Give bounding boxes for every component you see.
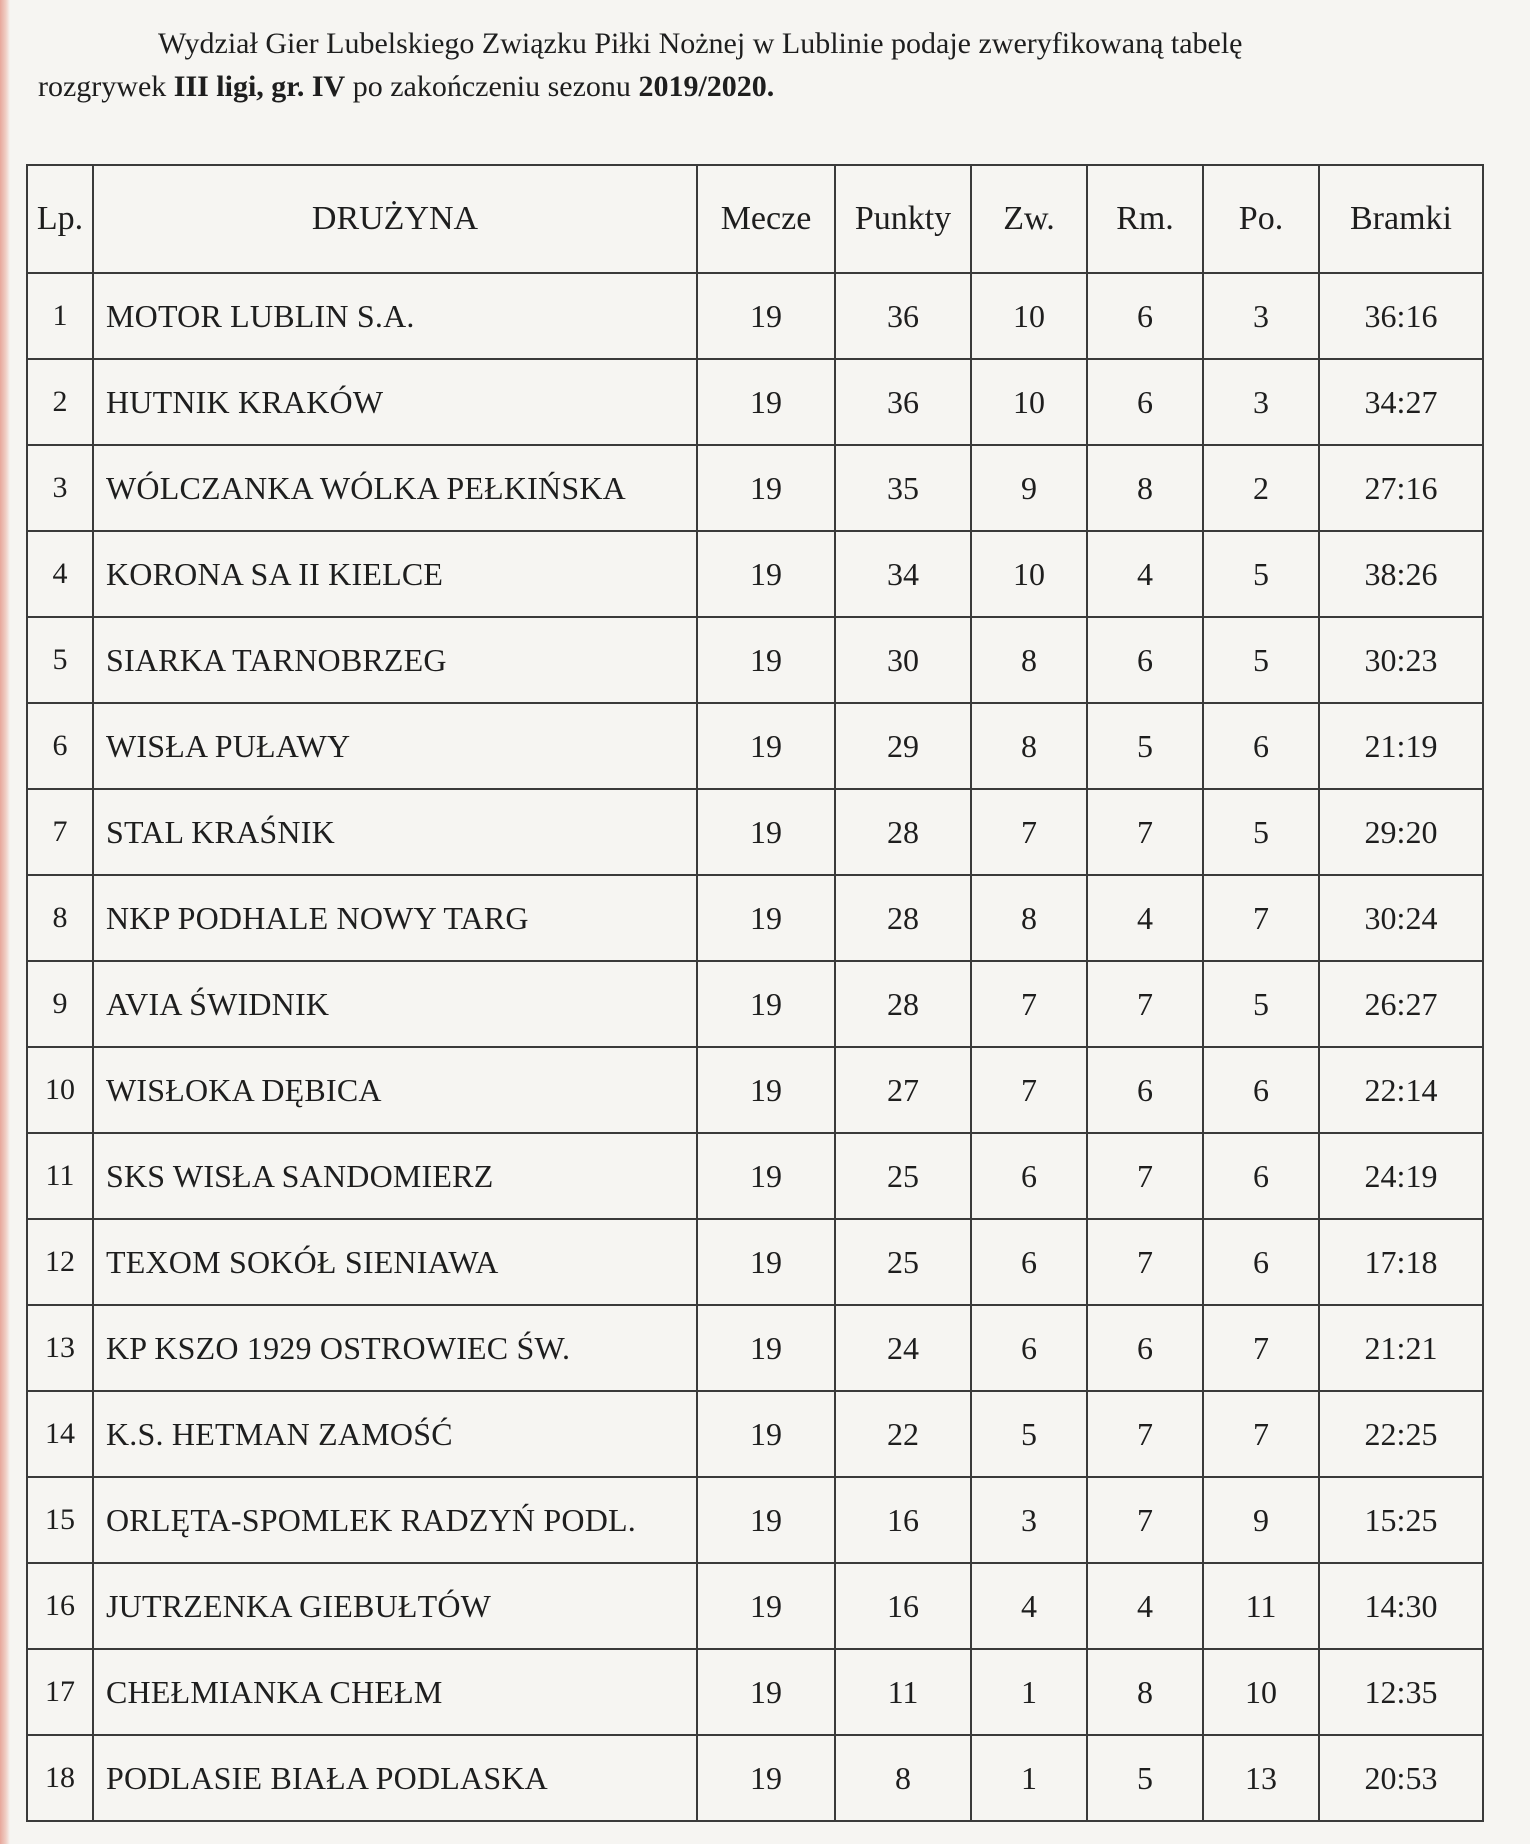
cell-team: CHEŁMIANKA CHEŁM <box>93 1649 697 1735</box>
cell-bramki: 27:16 <box>1319 445 1483 531</box>
cell-punkty: 27 <box>835 1047 971 1133</box>
cell-lp: 10 <box>27 1047 93 1133</box>
cell-zw: 8 <box>971 875 1087 961</box>
cell-punkty: 16 <box>835 1477 971 1563</box>
cell-punkty: 11 <box>835 1649 971 1735</box>
cell-po: 7 <box>1203 1305 1319 1391</box>
cell-mecze: 19 <box>697 1305 835 1391</box>
cell-zw: 9 <box>971 445 1087 531</box>
cell-zw: 8 <box>971 703 1087 789</box>
cell-mecze: 19 <box>697 1563 835 1649</box>
cell-zw: 8 <box>971 617 1087 703</box>
cell-punkty: 25 <box>835 1219 971 1305</box>
season: 2019/2020. <box>638 70 775 103</box>
cell-zw: 7 <box>971 1047 1087 1133</box>
cell-punkty: 28 <box>835 875 971 961</box>
table-row <box>27 1047 1483 1133</box>
cell-lp: 15 <box>27 1477 93 1563</box>
cell-zw: 3 <box>971 1477 1087 1563</box>
table-row <box>27 617 1483 703</box>
cell-punkty: 35 <box>835 445 971 531</box>
cell-zw: 1 <box>971 1735 1087 1821</box>
header-zw: Zw. <box>971 165 1087 273</box>
cell-bramki: 26:27 <box>1319 961 1483 1047</box>
cell-punkty: 28 <box>835 789 971 875</box>
cell-rm: 4 <box>1087 875 1203 961</box>
cell-team: STAL KRAŚNIK <box>93 789 697 875</box>
cell-lp: 5 <box>27 617 93 703</box>
cell-zw: 5 <box>971 1391 1087 1477</box>
cell-punkty: 30 <box>835 617 971 703</box>
intro-middle: po zakończeniu sezonu <box>352 70 631 103</box>
cell-mecze: 19 <box>697 1047 835 1133</box>
intro-line-1: Wydział Gier Lubelskiego Związku Piłki Nożnej w Lublinie podaje zweryfikowaną tabelę <box>158 27 1243 60</box>
cell-rm: 8 <box>1087 1649 1203 1735</box>
cell-bramki: 24:19 <box>1319 1133 1483 1219</box>
cell-mecze: 19 <box>697 445 835 531</box>
cell-team: HUTNIK KRAKÓW <box>93 359 697 445</box>
table-row <box>27 1563 1483 1649</box>
cell-mecze: 19 <box>697 1219 835 1305</box>
cell-team: PODLASIE BIAŁA PODLASKA <box>93 1735 697 1821</box>
cell-punkty: 8 <box>835 1735 971 1821</box>
cell-lp: 11 <box>27 1133 93 1219</box>
table-row <box>27 1649 1483 1735</box>
intro-paragraph <box>38 22 1478 108</box>
cell-team: WÓLCZANKA WÓLKA PEŁKIŃSKA <box>93 445 697 531</box>
cell-bramki: 17:18 <box>1319 1219 1483 1305</box>
header-mecze: Mecze <box>697 165 835 273</box>
table-row <box>27 1477 1483 1563</box>
cell-zw: 7 <box>971 961 1087 1047</box>
cell-lp: 18 <box>27 1735 93 1821</box>
cell-po: 10 <box>1203 1649 1319 1735</box>
cell-team: ORLĘTA-SPOMLEK RADZYŃ PODL. <box>93 1477 697 1563</box>
intro-prefix: rozgrywek <box>38 70 167 103</box>
cell-rm: 5 <box>1087 703 1203 789</box>
cell-bramki: 20:53 <box>1319 1735 1483 1821</box>
cell-bramki: 36:16 <box>1319 273 1483 359</box>
cell-po: 3 <box>1203 273 1319 359</box>
cell-punkty: 29 <box>835 703 971 789</box>
cell-rm: 7 <box>1087 961 1203 1047</box>
table-row <box>27 1219 1483 1305</box>
cell-po: 5 <box>1203 617 1319 703</box>
cell-bramki: 29:20 <box>1319 789 1483 875</box>
cell-rm: 7 <box>1087 1391 1203 1477</box>
cell-punkty: 28 <box>835 961 971 1047</box>
cell-team: KORONA SA II KIELCE <box>93 531 697 617</box>
cell-mecze: 19 <box>697 703 835 789</box>
cell-zw: 10 <box>971 273 1087 359</box>
cell-po: 9 <box>1203 1477 1319 1563</box>
cell-lp: 16 <box>27 1563 93 1649</box>
cell-po: 5 <box>1203 961 1319 1047</box>
cell-punkty: 36 <box>835 359 971 445</box>
cell-mecze: 19 <box>697 1477 835 1563</box>
cell-rm: 6 <box>1087 273 1203 359</box>
table-row <box>27 789 1483 875</box>
cell-team: AVIA ŚWIDNIK <box>93 961 697 1047</box>
cell-zw: 7 <box>971 789 1087 875</box>
cell-zw: 10 <box>971 531 1087 617</box>
cell-team: NKP PODHALE NOWY TARG <box>93 875 697 961</box>
cell-po: 11 <box>1203 1563 1319 1649</box>
cell-lp: 13 <box>27 1305 93 1391</box>
cell-mecze: 19 <box>697 1649 835 1735</box>
cell-zw: 10 <box>971 359 1087 445</box>
cell-rm: 7 <box>1087 789 1203 875</box>
cell-po: 13 <box>1203 1735 1319 1821</box>
table-row <box>27 531 1483 617</box>
cell-rm: 8 <box>1087 445 1203 531</box>
cell-mecze: 19 <box>697 961 835 1047</box>
cell-lp: 14 <box>27 1391 93 1477</box>
cell-rm: 7 <box>1087 1219 1203 1305</box>
cell-po: 3 <box>1203 359 1319 445</box>
cell-po: 2 <box>1203 445 1319 531</box>
cell-bramki: 30:24 <box>1319 875 1483 961</box>
intro-line-2 <box>38 65 1478 108</box>
table-row <box>27 703 1483 789</box>
table-row <box>27 359 1483 445</box>
header-lp: Lp. <box>27 165 93 273</box>
cell-po: 5 <box>1203 531 1319 617</box>
cell-bramki: 22:14 <box>1319 1047 1483 1133</box>
cell-team: SKS WISŁA SANDOMIERZ <box>93 1133 697 1219</box>
page-edge-stripe <box>0 0 10 1844</box>
cell-zw: 6 <box>971 1133 1087 1219</box>
cell-po: 5 <box>1203 789 1319 875</box>
cell-bramki: 34:27 <box>1319 359 1483 445</box>
cell-mecze: 19 <box>697 875 835 961</box>
cell-rm: 4 <box>1087 531 1203 617</box>
cell-rm: 7 <box>1087 1477 1203 1563</box>
cell-punkty: 16 <box>835 1563 971 1649</box>
cell-lp: 7 <box>27 789 93 875</box>
cell-bramki: 14:30 <box>1319 1563 1483 1649</box>
cell-lp: 1 <box>27 273 93 359</box>
cell-mecze: 19 <box>697 1133 835 1219</box>
league-table <box>26 164 1484 1822</box>
cell-team: KP KSZO 1929 OSTROWIEC ŚW. <box>93 1305 697 1391</box>
cell-rm: 4 <box>1087 1563 1203 1649</box>
cell-mecze: 19 <box>697 1735 835 1821</box>
cell-po: 6 <box>1203 1219 1319 1305</box>
cell-zw: 6 <box>971 1219 1087 1305</box>
cell-team: K.S. HETMAN ZAMOŚĆ <box>93 1391 697 1477</box>
cell-po: 6 <box>1203 703 1319 789</box>
cell-team: JUTRZENKA GIEBUŁTÓW <box>93 1563 697 1649</box>
cell-rm: 6 <box>1087 1305 1203 1391</box>
header-team: DRUŻYNA <box>93 165 697 273</box>
cell-punkty: 22 <box>835 1391 971 1477</box>
cell-mecze: 19 <box>697 359 835 445</box>
header-rm: Rm. <box>1087 165 1203 273</box>
table-row <box>27 875 1483 961</box>
cell-team: MOTOR LUBLIN S.A. <box>93 273 697 359</box>
league-name: III ligi, gr. IV <box>173 70 346 103</box>
cell-bramki: 15:25 <box>1319 1477 1483 1563</box>
cell-lp: 2 <box>27 359 93 445</box>
cell-mecze: 19 <box>697 273 835 359</box>
header-po: Po. <box>1203 165 1319 273</box>
table-row <box>27 273 1483 359</box>
cell-bramki: 21:21 <box>1319 1305 1483 1391</box>
cell-rm: 6 <box>1087 617 1203 703</box>
table-row <box>27 1391 1483 1477</box>
cell-lp: 8 <box>27 875 93 961</box>
table-row <box>27 961 1483 1047</box>
cell-po: 6 <box>1203 1133 1319 1219</box>
cell-zw: 6 <box>971 1305 1087 1391</box>
table-header-row <box>27 165 1483 273</box>
cell-team: WISŁA PUŁAWY <box>93 703 697 789</box>
cell-team: SIARKA TARNOBRZEG <box>93 617 697 703</box>
table-row <box>27 445 1483 531</box>
cell-team: TEXOM SOKÓŁ SIENIAWA <box>93 1219 697 1305</box>
cell-lp: 9 <box>27 961 93 1047</box>
table-row <box>27 1305 1483 1391</box>
table-row <box>27 1133 1483 1219</box>
cell-punkty: 34 <box>835 531 971 617</box>
cell-punkty: 25 <box>835 1133 971 1219</box>
cell-bramki: 12:35 <box>1319 1649 1483 1735</box>
cell-mecze: 19 <box>697 617 835 703</box>
cell-mecze: 19 <box>697 1391 835 1477</box>
cell-lp: 12 <box>27 1219 93 1305</box>
cell-team: WISŁOKA DĘBICA <box>93 1047 697 1133</box>
cell-rm: 6 <box>1087 1047 1203 1133</box>
cell-po: 7 <box>1203 875 1319 961</box>
header-punkty: Punkty <box>835 165 971 273</box>
cell-lp: 17 <box>27 1649 93 1735</box>
cell-bramki: 38:26 <box>1319 531 1483 617</box>
header-bramki: Bramki <box>1319 165 1483 273</box>
cell-po: 7 <box>1203 1391 1319 1477</box>
cell-punkty: 24 <box>835 1305 971 1391</box>
cell-lp: 4 <box>27 531 93 617</box>
cell-bramki: 30:23 <box>1319 617 1483 703</box>
cell-rm: 7 <box>1087 1133 1203 1219</box>
cell-rm: 5 <box>1087 1735 1203 1821</box>
cell-mecze: 19 <box>697 789 835 875</box>
cell-zw: 4 <box>971 1563 1087 1649</box>
cell-zw: 1 <box>971 1649 1087 1735</box>
cell-lp: 6 <box>27 703 93 789</box>
table-row <box>27 1735 1483 1821</box>
cell-bramki: 21:19 <box>1319 703 1483 789</box>
cell-mecze: 19 <box>697 531 835 617</box>
cell-punkty: 36 <box>835 273 971 359</box>
cell-rm: 6 <box>1087 359 1203 445</box>
cell-bramki: 22:25 <box>1319 1391 1483 1477</box>
cell-po: 6 <box>1203 1047 1319 1133</box>
cell-lp: 3 <box>27 445 93 531</box>
